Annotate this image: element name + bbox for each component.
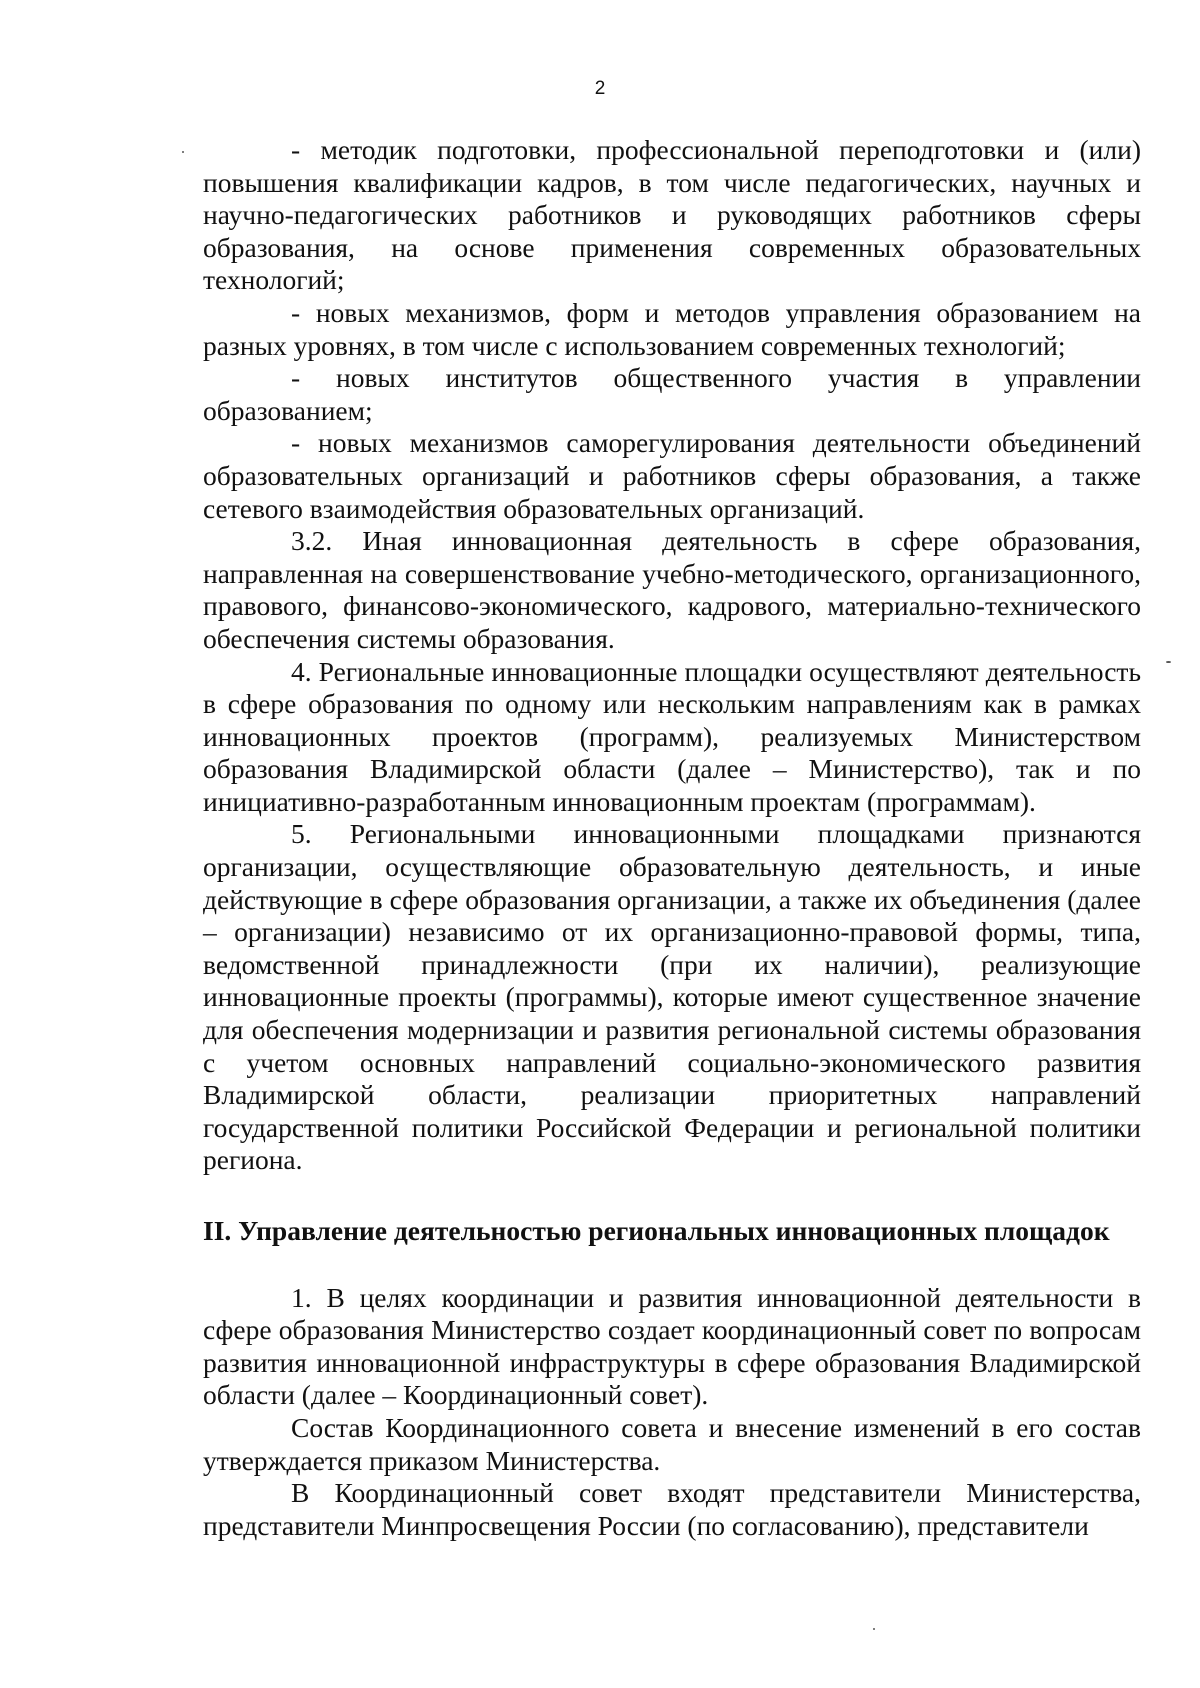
paragraph-new-institutes: - новых институтов общественного участия в управлении образованием;: [203, 362, 1141, 426]
document-body: [203, 134, 1141, 1542]
paragraph-self-regulation: - новых механизмов саморегулирования деятельности объединений образовательных организаций и работников сферы образования, а также сетевого взаимодействия образовательных организаций.: [203, 427, 1141, 524]
paragraph-5: 5. Региональными инновационными площадками признаются организации, осуществляющие образовательную деятельность, и иные действующие в сфере образования организации, а также их объединения (далее – организации) независимо от их организационно-правовой формы, типа, ведомственной принадлежности (при их наличии), реализующие инновационные проекты (программы), которые имеют существенное значение для обеспечения модернизации и развития региональной системы образования с учетом основных направлений социально-экономического развития Владимирской области, реализации приоритетных направлений государственной политики Российской Федерации и региональной политики региона.: [203, 818, 1141, 1176]
page-number: 2: [594, 78, 606, 99]
paragraph-council-composition: Состав Координационного совета и внесение изменений в его состав утверждается приказом Министерства.: [203, 1411, 1141, 1476]
scan-speck: [1166, 661, 1171, 663]
paragraph-new-mechanisms-management: - новых механизмов, форм и методов управления образованием на разных уровнях, в том числе с использованием современных технологий;: [203, 296, 1141, 361]
paragraph-ii-1: 1. В целях координации и развития инновационной деятельности в сфере образования Министерство создает координационный совет по вопросам развития инновационной инфраструктуры в сфере образования Владимирской области (далее – Координационный совет).: [203, 1281, 1141, 1411]
paragraph-council-members: В Координационный совет входят представители Министерства, представители Минпросвещения России (по согласованию), представители: [203, 1477, 1141, 1541]
section-heading: II. Управление деятельностью региональных инновационных площадок: [203, 1215, 1110, 1246]
paragraph-methods-training: - методик подготовки, профессиональной переподготовки и (или) повышения квалификации кадров, в том числе педагогических, научных и научно-педагогических работников и руководящих работников сферы образования, на основе применения современных образовательных технологий;: [203, 134, 1141, 296]
paragraph-3-2: 3.2. Иная инновационная деятельность в сфере образования, направленная на совершенствование учебно-методического, организационного, правового, финансово-экономического, кадрового, материально-технического обеспечения системы образования.: [203, 525, 1141, 654]
scan-speck: [873, 1628, 875, 1630]
scan-speck: [182, 151, 184, 153]
paragraph-4: 4. Региональные инновационные площадки осуществляют деятельность в сфере образования по одному или нескольким направлениям как в рамках инновационных проектов (программ), реализуемых Министерством образования Владимирской области (далее – Министерство), так и по инициативно-разработанным инновационным проектам (программам).: [203, 655, 1141, 817]
